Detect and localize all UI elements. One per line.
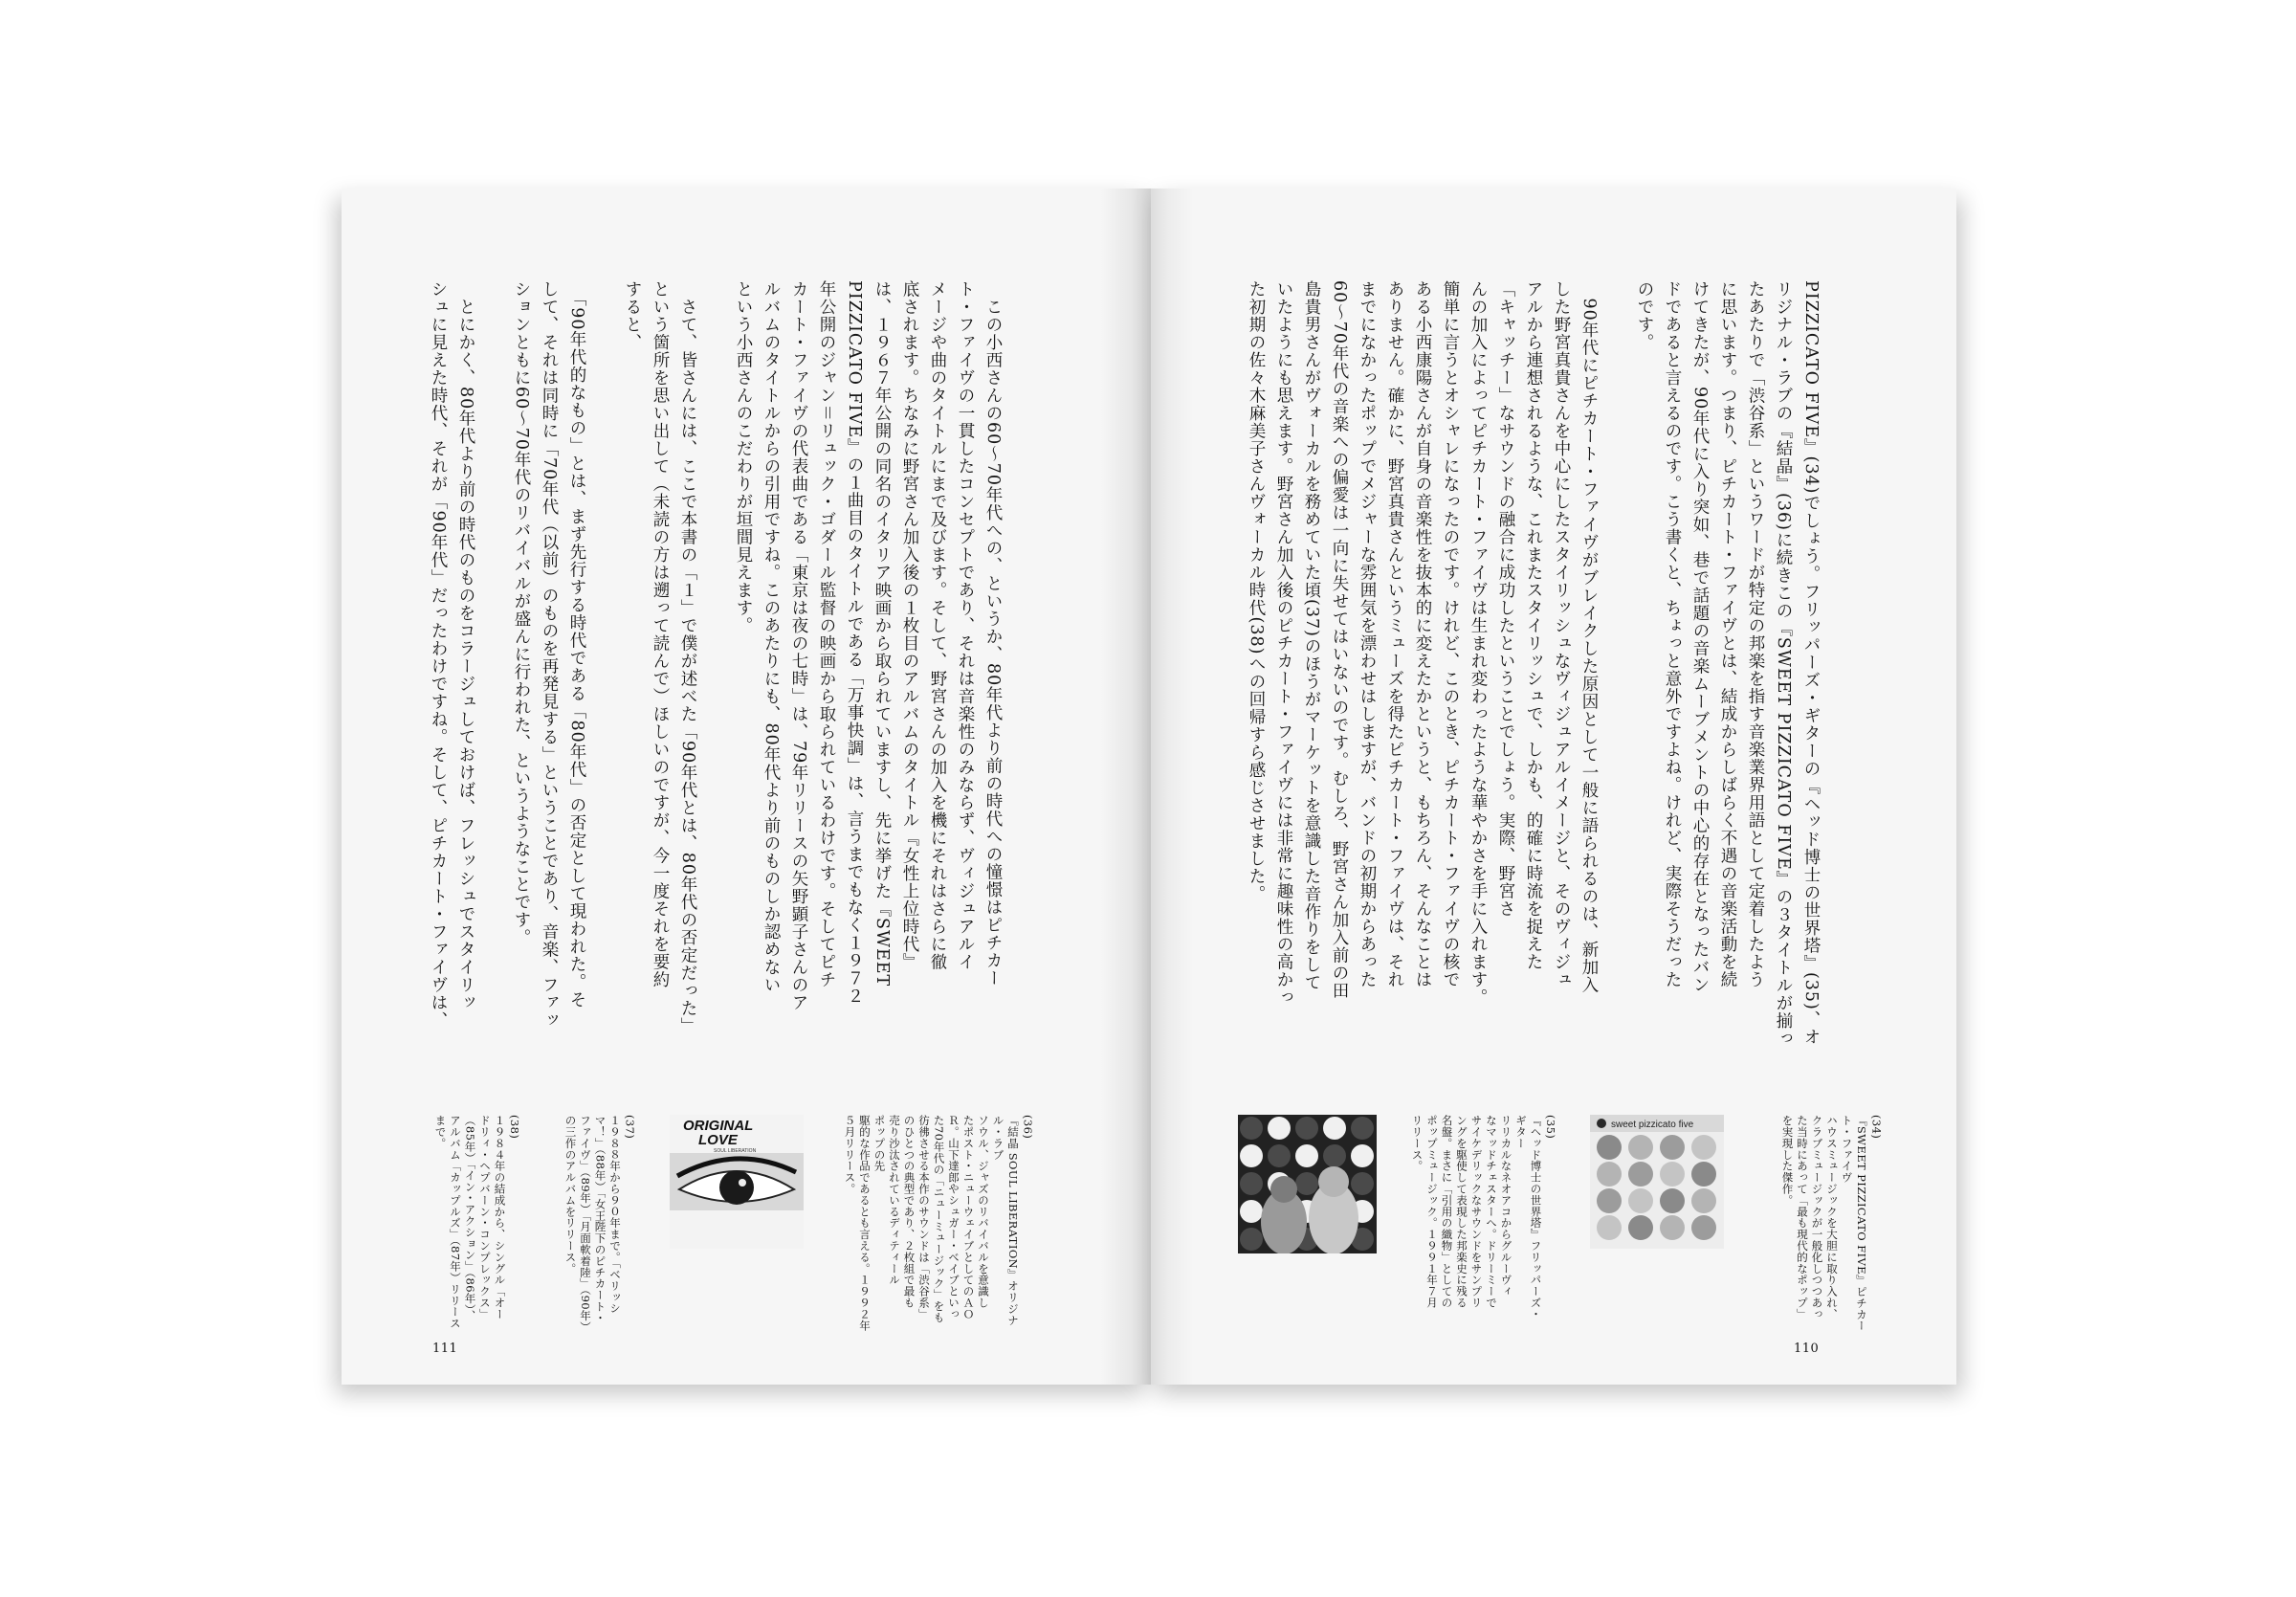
footnote-37: (37) １９８８年から９０年まで。「ベリッシ マ！」（88年）「女王陛下のピチカート・ ファイヴ」（89年）「月面軟着陸」（90年） の三作のアルバムをリリース。 <box>563 1115 637 1333</box>
album-dot <box>1323 1117 1346 1140</box>
album-dot <box>1691 1135 1716 1160</box>
album-dot <box>1597 1215 1622 1240</box>
album-dot <box>1628 1135 1653 1160</box>
album-dot <box>1691 1215 1716 1240</box>
album-dot <box>1660 1135 1685 1160</box>
right-page-body-text: PIZZICATO FIVE』(34)でしょう。フリッパーズ・ギターの『ヘッド博士の世界塔』(35)、オ リジナル・ラブの『結晶』(36)に続きこの『SWEET PIZZICATO たあたりで「渋谷系」というワードが特定の邦楽を指す音楽業界用語として定着したよう に思います。つまり、ピチカート・ファイヴとは、結成からしばらく不遇の音楽活動を続 けてきたが、90年代に入り突如、巷で話題の音楽ムーブメントの中心的存在となったバン ドであると言えるのです。こう書くと、ちょっと意外ですよね。けれど、実際そうだった のです。 90年代にピチカート・ファイヴがブレイクした原因として一般に語られるのは、新加入 した野宮真貴さんを中心にしたスタイリッシュなヴィジュアルイメージと、そのヴィジュ アルから連想されるような、これまたスタイリッシュで、しかも、的確に時流を捉えた 「キャッチー」なサウンドの融合に成功したということでしょう。実際、野宮さ んの加入によってピチカート・ファイヴは生まれ変わったような華やかさを手に入れます。 簡単に言うとオシャレになったのです。けれど、このとき、ピチカート・ファイヴの核で ある小西康陽さんが自身の音楽性を抜本的に変えたかというと、もちろん、そんなことは ありません。確かに、野宮真貴さんというミューズを得たピチカート・ファイヴは、それ までになかったポップでメジャーな雰囲気を漂わせはしますが、バンドの初期からあった 60〜70年代の音楽への偏愛は一向に失せてはいないのです。むしろ、野宮さん加入前の田 島貴男さんがヴォーカルを務めていた頃(37)のほうがマーケットを意識した音作りをして いたようにも思えます。野宮さん加入後のピチカート・ファイヴには非常に趣味性の高かっ た初期の佐々木麻美子さんヴォーカル時代(38)への回帰すら感じさせました。 <box>1247 280 1821 1046</box>
album-dot <box>1240 1144 1263 1167</box>
album36-title-line1: ORIGINAL <box>683 1118 754 1134</box>
album-dot <box>1295 1144 1318 1167</box>
album-dot <box>1240 1172 1263 1195</box>
album-dot <box>1628 1162 1653 1187</box>
album-dot <box>1351 1144 1374 1167</box>
book-gutter-shadow <box>1100 189 1151 1385</box>
album-dot <box>1628 1215 1653 1240</box>
album36-title-line2: LOVE <box>698 1132 738 1148</box>
footnote-35: (35) 『ヘッド博士の世界塔』フリッパーズ・ ギター リリカルなネオアコからグルーヴィ なマッドチェスターへ。ドリーミーで サイケデリックなサウンドをサンプリ ングを駆使して表現した邦楽史に残る 名盤。まさに「引用の織物」としての ポップミュージック。１９９１年７月 リリース。 <box>1410 1115 1557 1320</box>
album-cover-original-love-soul-liberation <box>670 1115 804 1249</box>
album-dot <box>1660 1162 1685 1187</box>
album-dot <box>1691 1162 1716 1187</box>
album-dot <box>1240 1228 1263 1251</box>
page-number-left: 111 <box>432 1342 458 1356</box>
album-cover-head-doctor <box>1238 1115 1377 1253</box>
album36-subtitle: SOUL LIBERATION <box>714 1148 757 1154</box>
album-dot <box>1323 1144 1346 1167</box>
album-dot <box>1660 1188 1685 1213</box>
album-dot <box>1240 1200 1263 1223</box>
album-dot <box>1597 1188 1622 1213</box>
page-number-right: 110 <box>1794 1342 1820 1356</box>
album-dot <box>1351 1117 1374 1140</box>
footnote-34: (34) 『SWEET PIZZICATO FIVE』ピチカー ト・ファイヴ ハウスミュージックを大胆に取り入れ、 クラブミュージックが一般化しつつあっ た当時にあって「最も現代的なポップ」 を実現した傑作。 <box>1780 1115 1884 1332</box>
album-dot <box>1295 1117 1318 1140</box>
album-dot <box>1660 1215 1685 1240</box>
left-page-body-text: この小西さんの60〜70年代への、というか、80年代より前の時代への憧憬はピチカー ト・ファイヴの一貫したコンセプトであり、それは音楽性のみならず、ヴィジュアルイ メージや曲のタイトルにまで及びます。そして、野宮さんの加入を機にそれはさらに徹 底されます。ちなみに野宮さん加入後の１枚目のアルバムのタイトル『女性上位時代』 は、１９６７年公開の同名のイタリア映画から取られていますし、先に挙げた『SWEET PIZZICATO FIVE』の１曲目のタイトルである「万事快調」は、言うまでもなく１９７２ 年公開のジャン＝リュック・ゴダール監督の映画から取られているわけです。そしてピチ カート・ファイヴの代表曲である「東京は夜の七時」は、79年リリースの矢野顕子さんのア ルバムのタイトルからの引用ですね。このあたりにも、80年代より前のものしか認めない という小西さんのこだわりが垣間見えます。 さて、皆さんには、ここで本書の「１」で僕が述べた「90年代とは、80年代の否定だった」 という箇所を思い出して（未読の方は遡って読んで）ほしいのですが、今一度それを要約 すると、 「90年代的なもの」とは、まず先行する時代である「80年代」の否定として現われた。そ して、それは同時に「70年代（以前）のものを再発見する」ということであり、音楽、ファッ ションともに60〜70年代のリバイバルが盛んに行われた、というようなことです。 とにかく、80年代より前の時代のものをコラージュしておけば、フレッシュでスタイリッ シュに見えた時代、それが「90年代」だったわけですね。そして、ピチカート・ファイヴは、 <box>429 280 1003 1035</box>
album-dot <box>1691 1188 1716 1213</box>
album34-title: sweet pizzicato five <box>1611 1120 1694 1130</box>
album-dot <box>1628 1188 1653 1213</box>
album-dot <box>1295 1172 1318 1195</box>
album-cover-sweet-pizzicato-five <box>1590 1115 1724 1249</box>
album-dot <box>1597 1135 1622 1160</box>
album-dot <box>1268 1117 1291 1140</box>
album-dot <box>1268 1144 1291 1167</box>
footnote-36: (36) 『結晶 SOUL LIBERATION』オリジナ ル・ラブ ソウル、ジャズのリバイバルを意識し たポスト・ニューウェイブとしてのＡＯ Ｒ。山下達郎やシュガー・ベイブといっ た70年代の「ニューミュージック」をも 彷彿させる本作のサウンドは「渋谷系」 のひとつの典型であり、２枚組で最も 売り沙汰されているディティール ポップの先 駆的な作品であるとも言える。１９９２年 ５月リリース。 <box>843 1115 1035 1332</box>
album-dot <box>1351 1172 1374 1195</box>
album-dot <box>1597 1162 1622 1187</box>
album-dot <box>1240 1117 1263 1140</box>
book-gutter-shadow-right <box>1151 189 1194 1385</box>
footnote-38: (38) １９８４年の結成から、シングル「オー ドリィ・ヘプバーン・コンプレックス」 （85年）「イン・アクション」（86年）、 アルバム「カップルズ」（87年）リリース まで。 <box>433 1115 521 1329</box>
